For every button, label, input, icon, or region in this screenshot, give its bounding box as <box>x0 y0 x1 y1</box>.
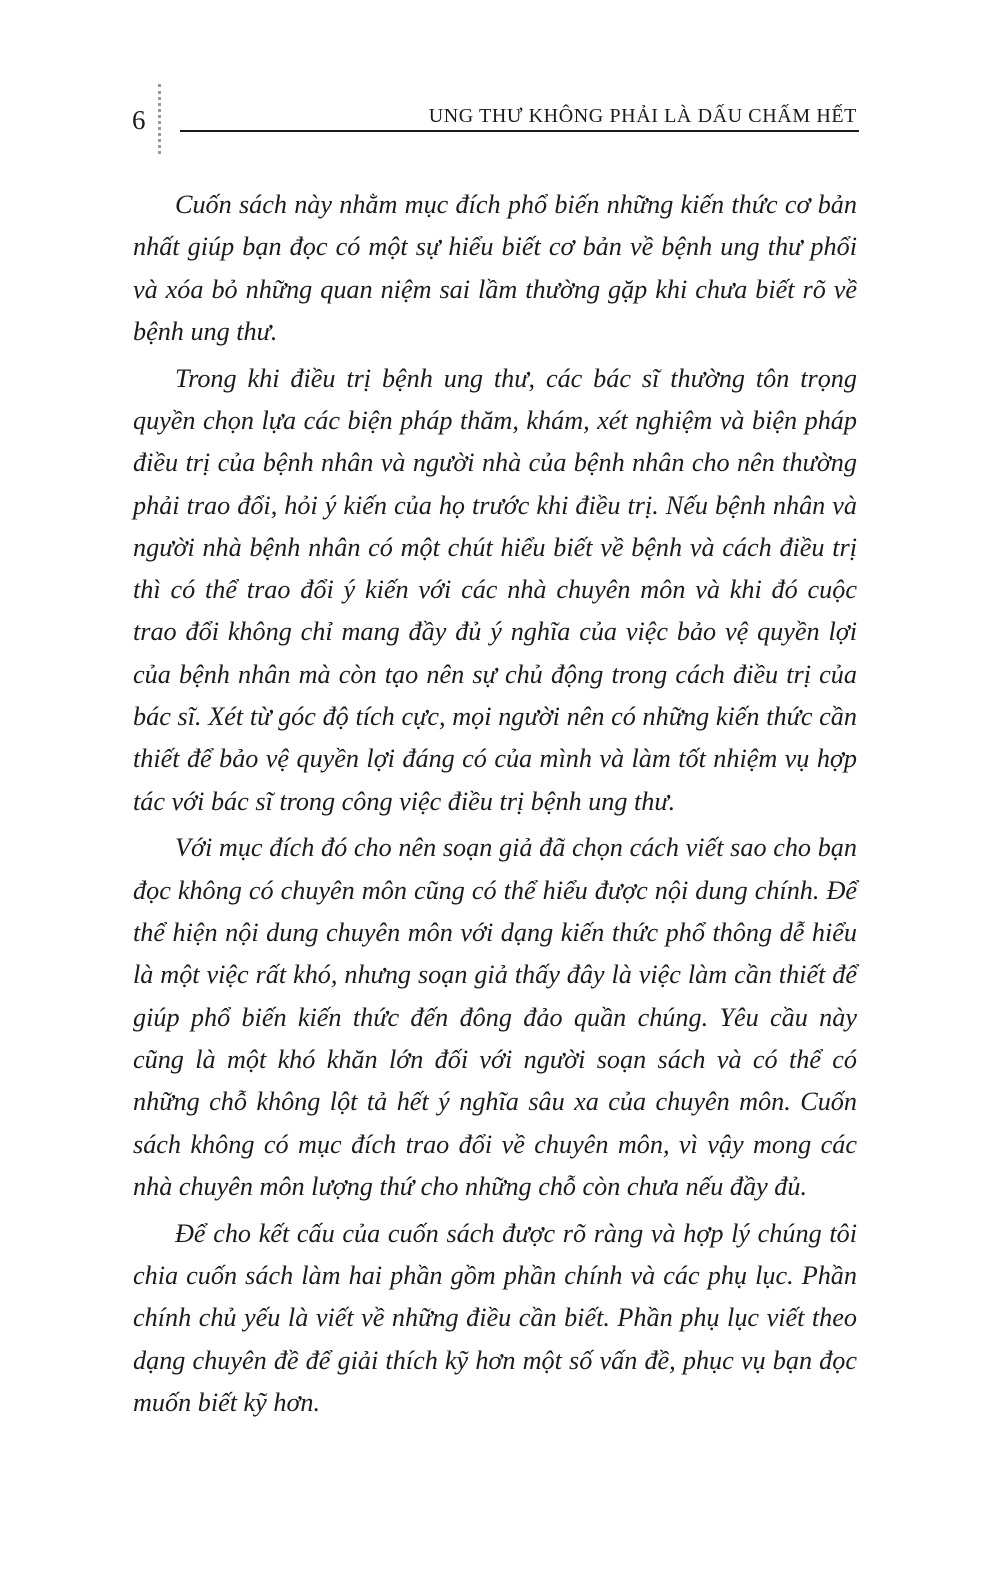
paragraph-4: Để cho kết cấu của cuốn sách được rõ ràng và hợp lý chúng tôi chia cuốn sách làm hai phần gồm phần chính và các phụ lục. Phần chính chủ yếu là viết về những điều cần biết. Phần phụ lục viết theo dạng chuyên đề để giải thích kỹ hơn một số vấn đề, phục vụ bạn đọc muốn biết kỹ hơn. <box>133 1218 857 1417</box>
paragraph-2: Trong khi điều trị bệnh ung thư, các bác sĩ thường tôn trọng quyền chọn lựa các biện pháp thăm, khám, xét nghiệm và biện pháp điều trị của bệnh nhân và người nhà của bệnh nhân cho nên thường phải trao đổi, hỏi ý kiến của họ trước khi điều trị. Nếu bệnh nhân và người nhà bệnh nhân có một chút hiểu biết về bệnh và cách điều trị thì có thể trao đổi ý kiến với các nhà chuyên môn và khi đó cuộc trao đổi không chỉ mang đầy đủ ý nghĩa của việc bảo vệ quyền lợi của bệnh nhân mà còn tạo nên sự chủ động trong cách điều trị của bác sĩ. Xét từ góc độ tích cực, mọi người nên có những kiến thức cần thiết để bảo vệ quyền lợi đáng có của mình và làm tốt nhiệm vụ hợp tác với bác sĩ trong công việc điều trị bệnh ung thư. <box>133 363 857 816</box>
paragraph-1: Cuốn sách này nhằm mục đích phổ biến những kiến thức cơ bản nhất giúp bạn đọc có một sự hiểu biết cơ bản về bệnh ung thư phổi và xóa bỏ những quan niệm sai lầm thường gặp khi chưa biết rõ về bệnh ung thư. <box>133 190 857 346</box>
page-number: 6 <box>132 105 146 135</box>
paragraph-3: Với mục đích đó cho nên soạn giả đã chọn cách viết sao cho bạn đọc không có chuyên môn cũng có thể hiểu được nội dung chính. Để thể hiện nội dung chuyên môn với dạng kiến thức phổ thông dễ hiểu là một việc rất khó, nhưng soạn giả thấy đây là việc làm cần thiết để giúp phổ biến kiến thức đến đông đảo quần chúng. Yêu cầu này cũng là một khó khăn lớn đối với người soạn sách và có thể có những chỗ không lột tả hết ý nghĩa sâu xa của chuyên môn. Cuốn sách không có mục đích trao đổi về chuyên môn, vì vậy mong các nhà chuyên môn lượng thứ cho những chỗ còn chưa nếu đầy đủ. <box>133 833 857 1201</box>
header-rule <box>180 130 859 132</box>
header-dotted-divider <box>158 84 161 154</box>
running-title: UNG THƯ KHÔNG PHẢI LÀ DẤU CHẤM HẾT <box>428 105 857 127</box>
body-text <box>133 184 857 1429</box>
